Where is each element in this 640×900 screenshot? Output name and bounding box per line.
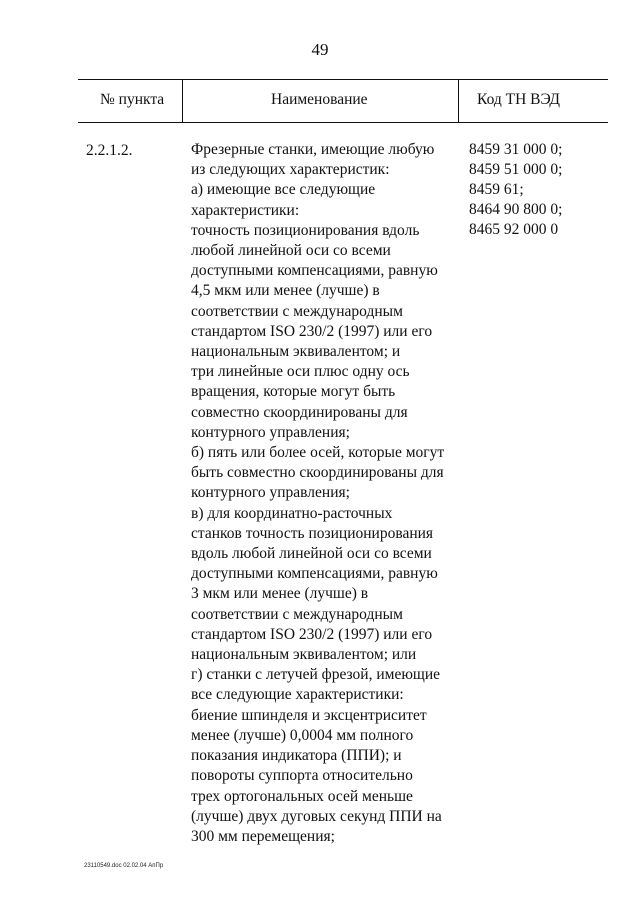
item-name-line: характеристики: [191, 201, 300, 219]
item-name-line: доступными компенсациями, равную [191, 262, 438, 280]
item-name-line: вращения, которые могут быть [191, 383, 396, 401]
column-divider-2 [458, 79, 459, 123]
item-name-line: из следующих характеристик: [191, 161, 390, 179]
item-name-line: показания индикатора (ППИ); и [191, 747, 402, 765]
item-name-line: соответствии с международным [191, 605, 403, 623]
item-name-line: станков точность позиционирования [191, 524, 434, 542]
item-name-line: менее (лучше) 0,0004 мм полного [191, 726, 414, 744]
table-header-bottom-rule [78, 122, 608, 123]
document-footer: 23110549.doc 02.02.04 АпПр [84, 863, 164, 869]
item-name-line: совместно скоординированы для [191, 403, 408, 421]
item-name-line: три линейные оси плюс одну ось [191, 363, 410, 381]
item-name-line: контурного управления; [191, 484, 350, 502]
item-name-line: национальным эквивалентом; или [191, 646, 417, 664]
header-code: Код ТН ВЭД [477, 91, 561, 108]
item-name-line: 4,5 мкм или менее (лучше) в [191, 282, 380, 300]
item-name-line: точность позиционирования вдоль [191, 221, 420, 239]
item-name-text [191, 140, 466, 847]
item-name-line: б) пять или более осей, которые могут [191, 444, 445, 462]
page-number: 49 [311, 40, 329, 59]
item-number: 2.2.1.2. [86, 142, 133, 159]
item-name-line: контурного управления; [191, 423, 350, 441]
item-name-line: стандартом ISO 230/2 (1997) или его [191, 322, 433, 340]
tn-ved-code: 8459 51 000 0; [469, 161, 563, 178]
item-name-line: (лучше) двух дуговых секунд ППИ на [191, 807, 442, 825]
tn-ved-code: 8459 61; [469, 181, 524, 198]
item-name-line: доступными компенсациями, равную [191, 565, 438, 583]
header-name: Наименование [271, 91, 368, 108]
item-name-line: любой линейной оси со всеми [191, 242, 391, 260]
item-name-line: а) имеющие все следующие [191, 181, 376, 199]
item-name-line: Фрезерные станки, имеющие любую [191, 141, 435, 158]
item-name-line: все следующие характеристики: [191, 686, 404, 704]
item-name-line: биение шпинделя и эксцентриситет [191, 706, 427, 724]
item-name-line: в) для координатно-расточных [191, 504, 393, 522]
item-name-line: быть совместно скоординированы для [191, 464, 444, 482]
item-name-line: 300 мм перемещения; [191, 827, 335, 845]
item-name-line: повороты суппорта относительно [191, 767, 413, 785]
header-item-number: № пункта [100, 91, 165, 108]
item-name-line: стандартом ISO 230/2 (1997) или его [191, 625, 433, 643]
item-name-line: национальным эквивалентом; и [191, 343, 401, 361]
item-name-line: соответствии с международным [191, 302, 403, 320]
column-divider-1 [182, 79, 183, 123]
item-codes [469, 140, 609, 240]
item-name-line: 3 мкм или менее (лучше) в [191, 585, 369, 603]
item-name-line: г) станки с летучей фрезой, имеющие [191, 666, 441, 684]
tn-ved-code: 8459 31 000 0; [469, 141, 563, 158]
table-top-rule [78, 79, 608, 80]
tn-ved-code: 8464 90 800 0; [469, 201, 563, 218]
item-name-line: трех ортогональных осей меньше [191, 787, 413, 805]
item-name-line: вдоль любой линейной оси со всеми [191, 545, 432, 563]
tn-ved-code: 8465 92 000 0 [469, 221, 559, 238]
